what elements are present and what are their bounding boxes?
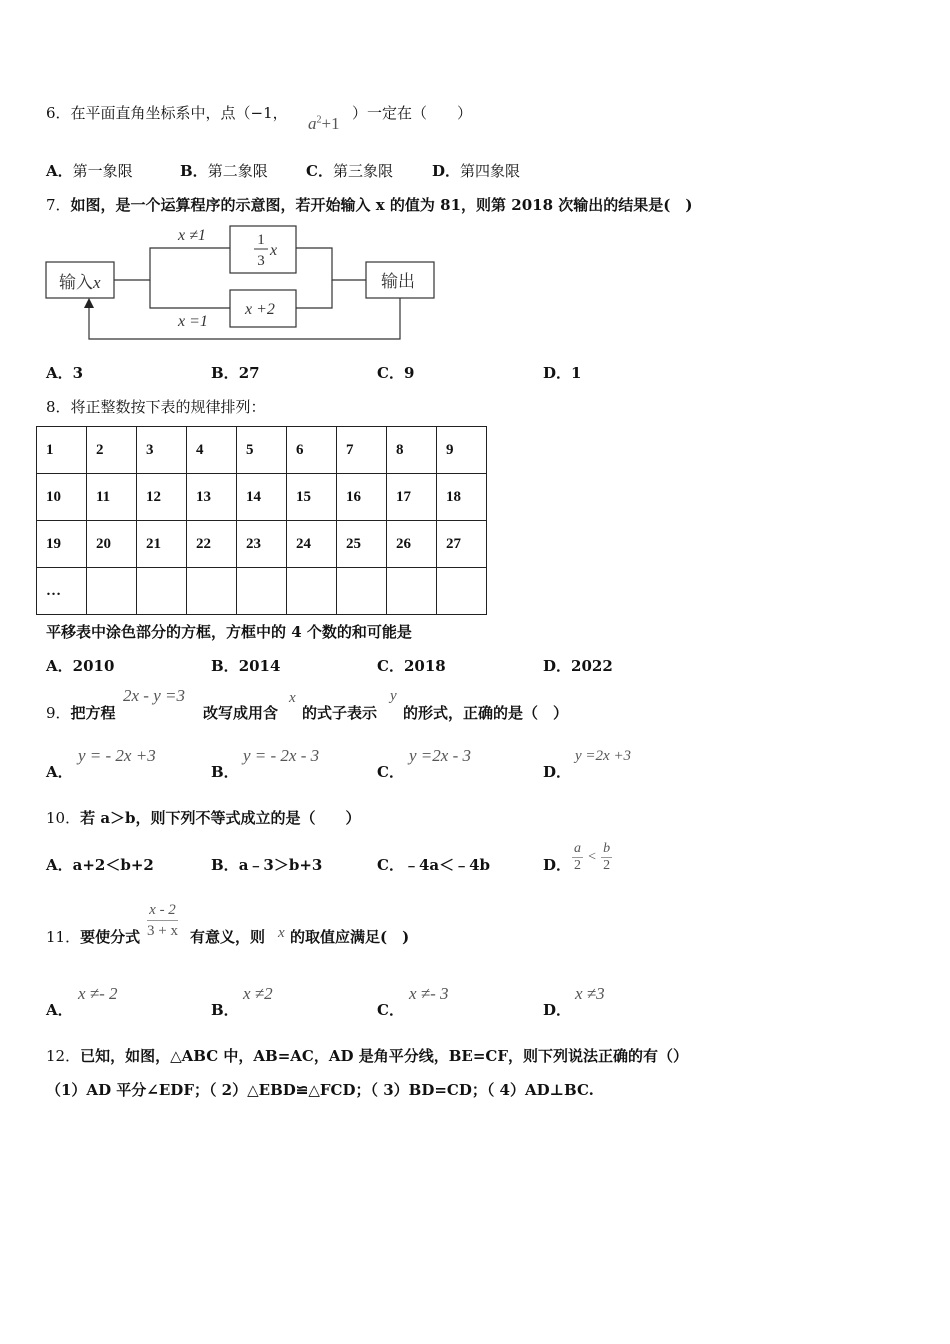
q7-option-d[interactable]: D．1 bbox=[543, 364, 582, 382]
q11-option-d-label[interactable]: D． bbox=[543, 1001, 572, 1019]
q7-option-b[interactable]: B．27 bbox=[211, 364, 260, 382]
input-label: 输入 bbox=[59, 273, 93, 292]
q10-option-d[interactable]: D． bbox=[543, 856, 572, 874]
table-cell: 2 bbox=[87, 427, 137, 474]
q11-text-a: 11．要使分式 bbox=[46, 928, 141, 946]
q11-text-c: 的取值应满足( ) bbox=[290, 928, 410, 946]
q8-stem bbox=[46, 396, 266, 417]
q9-option-c-label[interactable]: C． bbox=[377, 763, 404, 781]
q6-expr-exp: 2 bbox=[316, 114, 322, 126]
q6-text-b: ）一定在（ ） bbox=[352, 104, 473, 122]
q8-number: 8． bbox=[46, 398, 71, 416]
table-cell: 7 bbox=[337, 427, 387, 474]
q9-text-b: 改写成用含 bbox=[203, 704, 279, 722]
table-row bbox=[37, 474, 487, 521]
input-var: x bbox=[93, 273, 101, 292]
q9-option-d-expr[interactable]: y =2x +3 bbox=[575, 748, 632, 764]
q6-expr-base: a bbox=[308, 114, 317, 133]
q10-option-a[interactable]: A．a+2＜b+2 bbox=[46, 856, 154, 874]
table-cell: 20 bbox=[87, 521, 137, 568]
q7-number: 7． bbox=[46, 196, 71, 214]
q10-stem: 10．若 a＞b，则下列不等式成立的是（ ） bbox=[46, 809, 361, 827]
q11-option-b-label[interactable]: B． bbox=[211, 1001, 239, 1019]
table-cell bbox=[137, 568, 187, 615]
q11-option-c-expr[interactable]: x ≠- 3 bbox=[409, 984, 449, 1003]
q10-option-c[interactable]: C．﹣4a＜﹣4b bbox=[377, 856, 491, 874]
q11-fraction: $\frac{x - 2}{3 + x}$ bbox=[147, 902, 178, 939]
q9-text-c: 的式子表示 bbox=[302, 704, 378, 722]
table-row bbox=[37, 427, 487, 474]
q6-option-a[interactable]: A．第一象限 bbox=[46, 162, 133, 180]
q6-expr-tail: +1 bbox=[321, 114, 340, 133]
q9-option-b-expr[interactable]: y = - 2x - 3 bbox=[243, 746, 320, 765]
table-cell bbox=[287, 568, 337, 615]
q6-option-d[interactable]: D．第四象限 bbox=[432, 162, 521, 180]
table-row bbox=[37, 521, 487, 568]
q8-followup: 平移表中涂色部分的方框，方框中的 4 个数的和可能是 bbox=[46, 623, 412, 641]
q11-text-b: 有意义，则 bbox=[190, 928, 266, 946]
q6-option-b[interactable]: B．第二象限 bbox=[180, 162, 268, 180]
top-condition: x ≠1 bbox=[178, 227, 206, 244]
table-cell: 23 bbox=[237, 521, 287, 568]
q9-option-d-label[interactable]: D． bbox=[543, 763, 572, 781]
q11-option-d-expr[interactable]: x ≠3 bbox=[575, 984, 605, 1003]
table-row bbox=[37, 568, 487, 615]
frac-num: 1 bbox=[257, 232, 265, 248]
table-cell: 16 bbox=[337, 474, 387, 521]
table-cell: 13 bbox=[187, 474, 237, 521]
q10-option-b[interactable]: B．a﹣3＞b+3 bbox=[211, 856, 323, 874]
q7-text: 如图，是一个运算程序的示意图，若开始输入 x 的值为 81，则第 2018 次输出的结果是( ) bbox=[70, 196, 693, 214]
q11-option-a-label[interactable]: A． bbox=[46, 1001, 73, 1019]
q12-statements: （1）AD 平分∠EDF；（ 2）△EBD≌△FCD；（ 3）BD=CD；（ 4）AD⊥BC. bbox=[46, 1081, 594, 1099]
q8-option-a[interactable]: A．2010 bbox=[46, 657, 115, 675]
q7-stem bbox=[46, 194, 692, 215]
bottom-op: x +2 bbox=[245, 301, 275, 318]
table-cell: 3 bbox=[137, 427, 187, 474]
table-cell: 17 bbox=[387, 474, 437, 521]
bottom-condition: x =1 bbox=[178, 313, 208, 330]
q6-expression bbox=[308, 114, 340, 134]
q6-text-a: 在平面直角坐标系中，点（−1， bbox=[70, 104, 288, 122]
q6-number: 6． bbox=[46, 104, 71, 122]
q9-var-x: x bbox=[289, 690, 296, 706]
number-grid bbox=[36, 426, 487, 615]
table-cell: 25 bbox=[337, 521, 387, 568]
table-cell: … bbox=[37, 568, 87, 615]
table-cell: 6 bbox=[287, 427, 337, 474]
table-cell bbox=[337, 568, 387, 615]
output-label: 输出 bbox=[381, 272, 415, 291]
q8-option-d[interactable]: D．2022 bbox=[543, 657, 613, 675]
table-cell: 21 bbox=[137, 521, 187, 568]
table-cell: 9 bbox=[437, 427, 487, 474]
q12-stem: 12．已知，如图，△ABC 中，AB=AC，AD 是角平分线，BE=CF，则下列说法正确的有（） bbox=[46, 1047, 688, 1065]
table-cell: 14 bbox=[237, 474, 287, 521]
table-cell: 19 bbox=[37, 521, 87, 568]
table-cell: 5 bbox=[237, 427, 287, 474]
q9-option-b-label[interactable]: B． bbox=[211, 763, 239, 781]
table-cell: 22 bbox=[187, 521, 237, 568]
q9-option-a-label[interactable]: A． bbox=[46, 763, 73, 781]
q6-option-c[interactable]: C．第三象限 bbox=[306, 162, 393, 180]
q11-option-c-label[interactable]: C． bbox=[377, 1001, 404, 1019]
table-cell: 11 bbox=[87, 474, 137, 521]
table-cell bbox=[237, 568, 287, 615]
q7-option-c[interactable]: C．9 bbox=[377, 364, 415, 382]
q6-stem bbox=[46, 102, 288, 123]
q9-option-a-expr[interactable]: y = - 2x +3 bbox=[78, 746, 156, 765]
q8-option-b[interactable]: B．2014 bbox=[211, 657, 281, 675]
q9-equation: 2x - y =3 bbox=[123, 686, 185, 705]
q7-flow-diagram bbox=[40, 218, 440, 348]
table-cell: 18 bbox=[437, 474, 487, 521]
table-cell: 1 bbox=[37, 427, 87, 474]
feedback-arrow-icon bbox=[84, 298, 94, 308]
svg-text:输入x bbox=[59, 273, 101, 292]
table-cell: 27 bbox=[437, 521, 487, 568]
table-cell bbox=[437, 568, 487, 615]
table-cell bbox=[187, 568, 237, 615]
table-cell: 4 bbox=[187, 427, 237, 474]
q11-option-a-expr[interactable]: x ≠- 2 bbox=[78, 984, 118, 1003]
table-cell bbox=[87, 568, 137, 615]
table-cell: 12 bbox=[137, 474, 187, 521]
table-cell: 15 bbox=[287, 474, 337, 521]
table-cell: 10 bbox=[37, 474, 87, 521]
frac-den: 3 bbox=[257, 253, 265, 269]
q11-option-b-expr[interactable]: x ≠2 bbox=[243, 984, 273, 1003]
q9-text-a: 9．把方程 bbox=[46, 704, 116, 722]
table-cell: 8 bbox=[387, 427, 437, 474]
q8-option-c[interactable]: C．2018 bbox=[377, 657, 446, 675]
frac-var: x bbox=[270, 242, 278, 259]
q7-option-a[interactable]: A．3 bbox=[46, 364, 84, 382]
q10-option-d-expr[interactable]: $\frac{a}{2}$ < $\frac{b}{2}$ bbox=[574, 841, 611, 873]
q11-var: x bbox=[278, 925, 285, 941]
table-cell bbox=[387, 568, 437, 615]
q9-var-y: y bbox=[390, 688, 397, 704]
q9-text-d: 的形式，正确的是（ ） bbox=[403, 704, 569, 722]
table-cell: 26 bbox=[387, 521, 437, 568]
q8-text: 将正整数按下表的规律排列： bbox=[70, 398, 266, 416]
q9-option-c-expr[interactable]: y =2x - 3 bbox=[409, 746, 471, 765]
table-cell: 24 bbox=[287, 521, 337, 568]
